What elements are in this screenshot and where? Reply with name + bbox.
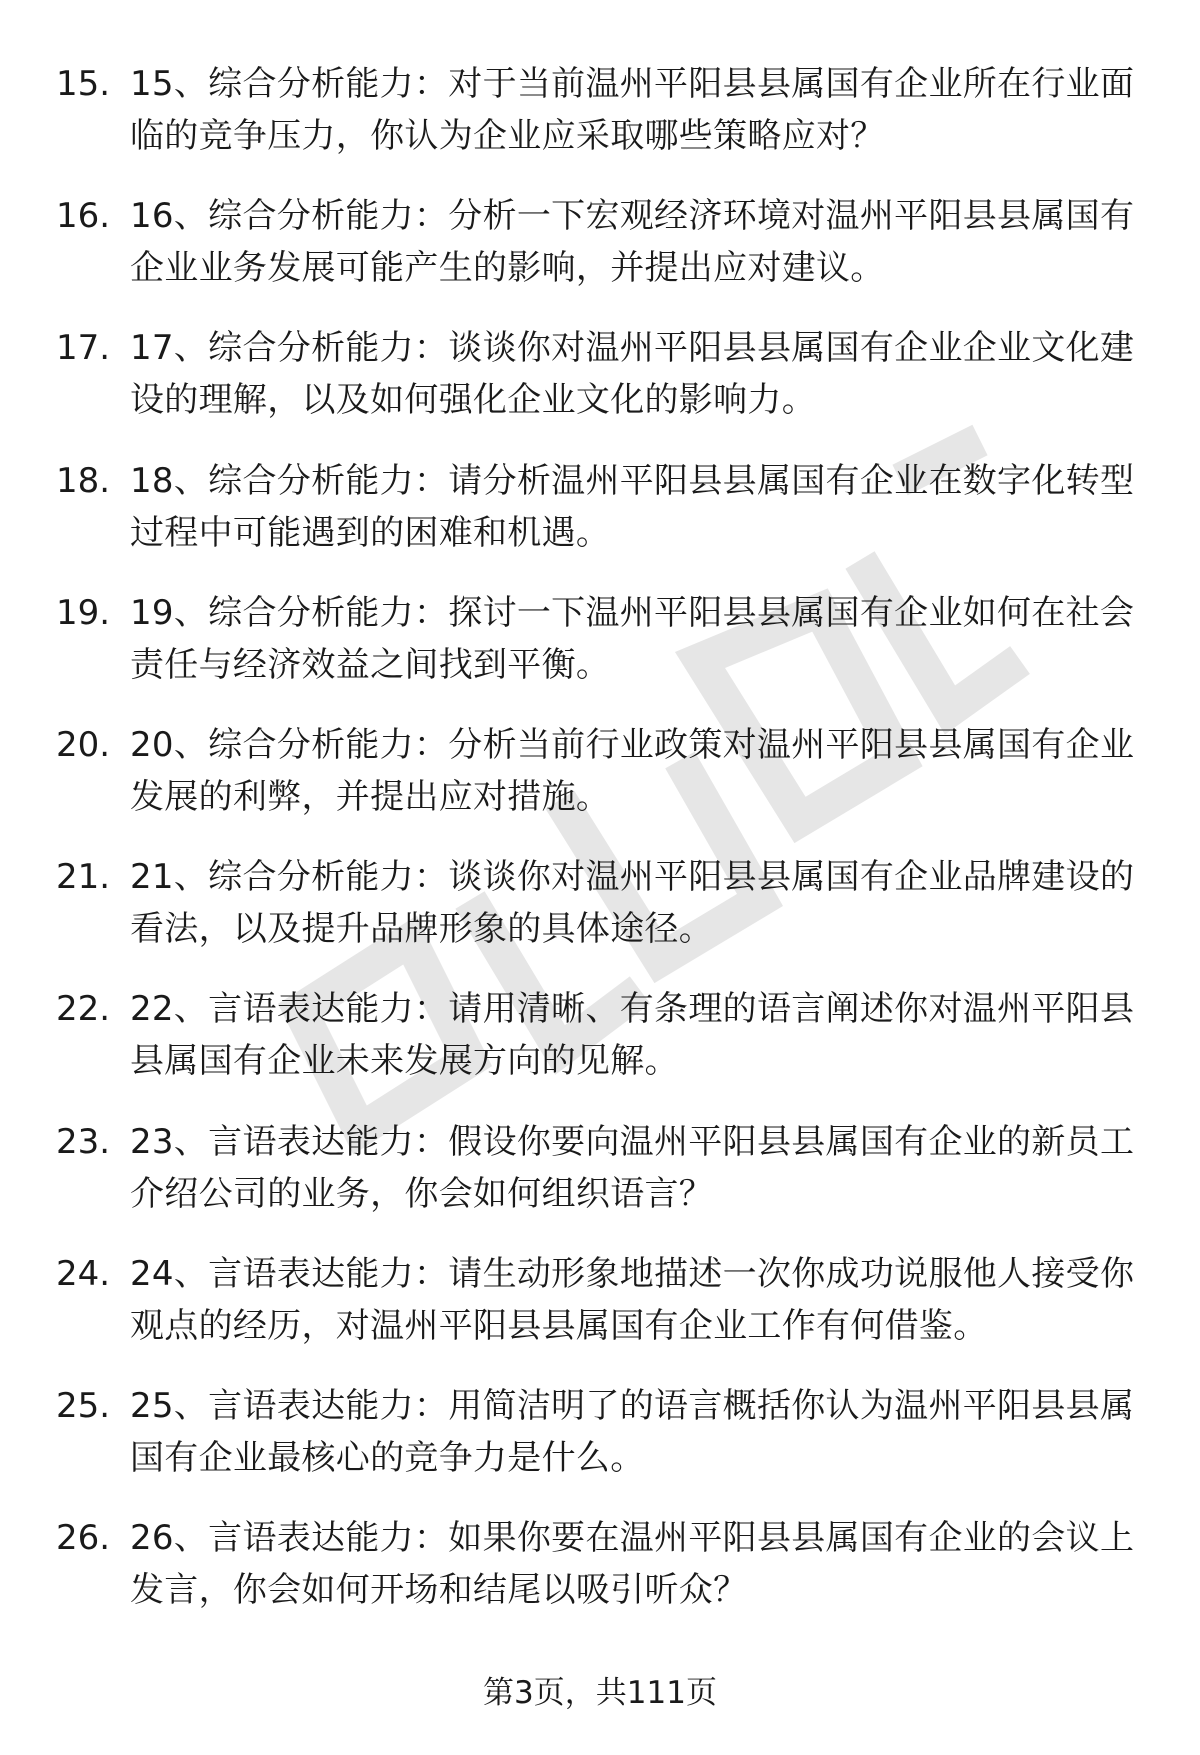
question-number: 21. xyxy=(56,857,111,898)
question-number: 23. xyxy=(56,1121,111,1162)
question-item xyxy=(0,1512,1200,1644)
question-text: 17、综合分析能力：谈谈你对温州平阳县县属国有企业企业文化建设的理解，以及如何强化企业文化的影响力。 xyxy=(130,328,1135,421)
question-number: 18. xyxy=(56,460,111,501)
question-item xyxy=(0,587,1200,719)
question-text: 23、言语表达能力：假设你要向温州平阳县县属国有企业的新员工介绍公司的业务，你会如何组织语言？ xyxy=(130,1121,1135,1214)
question-number: 20. xyxy=(56,724,111,765)
question-item xyxy=(0,1116,1200,1248)
question-item xyxy=(0,190,1200,322)
question-item xyxy=(0,1380,1200,1512)
question-number: 15. xyxy=(56,64,111,104)
question-text: 21、综合分析能力：谈谈你对温州平阳县县属国有企业品牌建设的看法，以及提升品牌形象的具体途径。 xyxy=(130,857,1135,950)
question-number: 17. xyxy=(56,328,111,369)
question-text: 18、综合分析能力：请分析温州平阳县县属国有企业在数字化转型过程中可能遇到的困难和机遇。 xyxy=(130,460,1135,553)
question-item xyxy=(0,1248,1200,1380)
question-text: 25、言语表达能力：用简洁明了的语言概括你认为温州平阳县县属国有企业最核心的竞争力是什么。 xyxy=(130,1385,1135,1478)
question-item xyxy=(0,719,1200,851)
question-number: 16. xyxy=(56,196,111,237)
question-text: 16、综合分析能力：分析一下宏观经济环境对温州平阳县县属国有企业业务发展可能产生的影响，并提出应对建议。 xyxy=(130,196,1135,289)
question-item xyxy=(0,322,1200,454)
question-text: 22、言语表达能力：请用清晰、有条理的语言阐述你对温州平阳县县属国有企业未来发展方向的见解。 xyxy=(130,989,1135,1082)
question-list xyxy=(0,58,1200,1644)
question-number: 25. xyxy=(56,1385,111,1426)
question-number: 22. xyxy=(56,989,111,1030)
question-item xyxy=(0,58,1200,190)
question-item xyxy=(0,455,1200,587)
question-text: 20、综合分析能力：分析当前行业政策对温州平阳县县属国有企业发展的利弊，并提出应对措施。 xyxy=(130,724,1135,817)
page-footer: 第3页，共111页 xyxy=(483,1675,717,1711)
question-number: 26. xyxy=(56,1518,111,1559)
question-number: 19. xyxy=(56,592,111,633)
question-number: 24. xyxy=(56,1253,111,1294)
question-text: 19、综合分析能力：探讨一下温州平阳县县属国有企业如何在社会责任与经济效益之间找到平衡。 xyxy=(130,592,1135,685)
question-item xyxy=(0,983,1200,1115)
question-text: 24、言语表达能力：请生动形象地描述一次你成功说服他人接受你观点的经历，对温州平阳县县属国有企业工作有何借鉴。 xyxy=(130,1253,1135,1346)
question-item xyxy=(0,851,1200,983)
question-text: 15、综合分析能力：对于当前温州平阳县县属国有企业所在行业面临的竞争压力，你认为企业应采取哪些策略应对？ xyxy=(130,64,1135,156)
question-text: 26、言语表达能力：如果你要在温州平阳县县属国有企业的会议上发言，你会如何开场和结尾以吸引听众？ xyxy=(130,1518,1135,1611)
